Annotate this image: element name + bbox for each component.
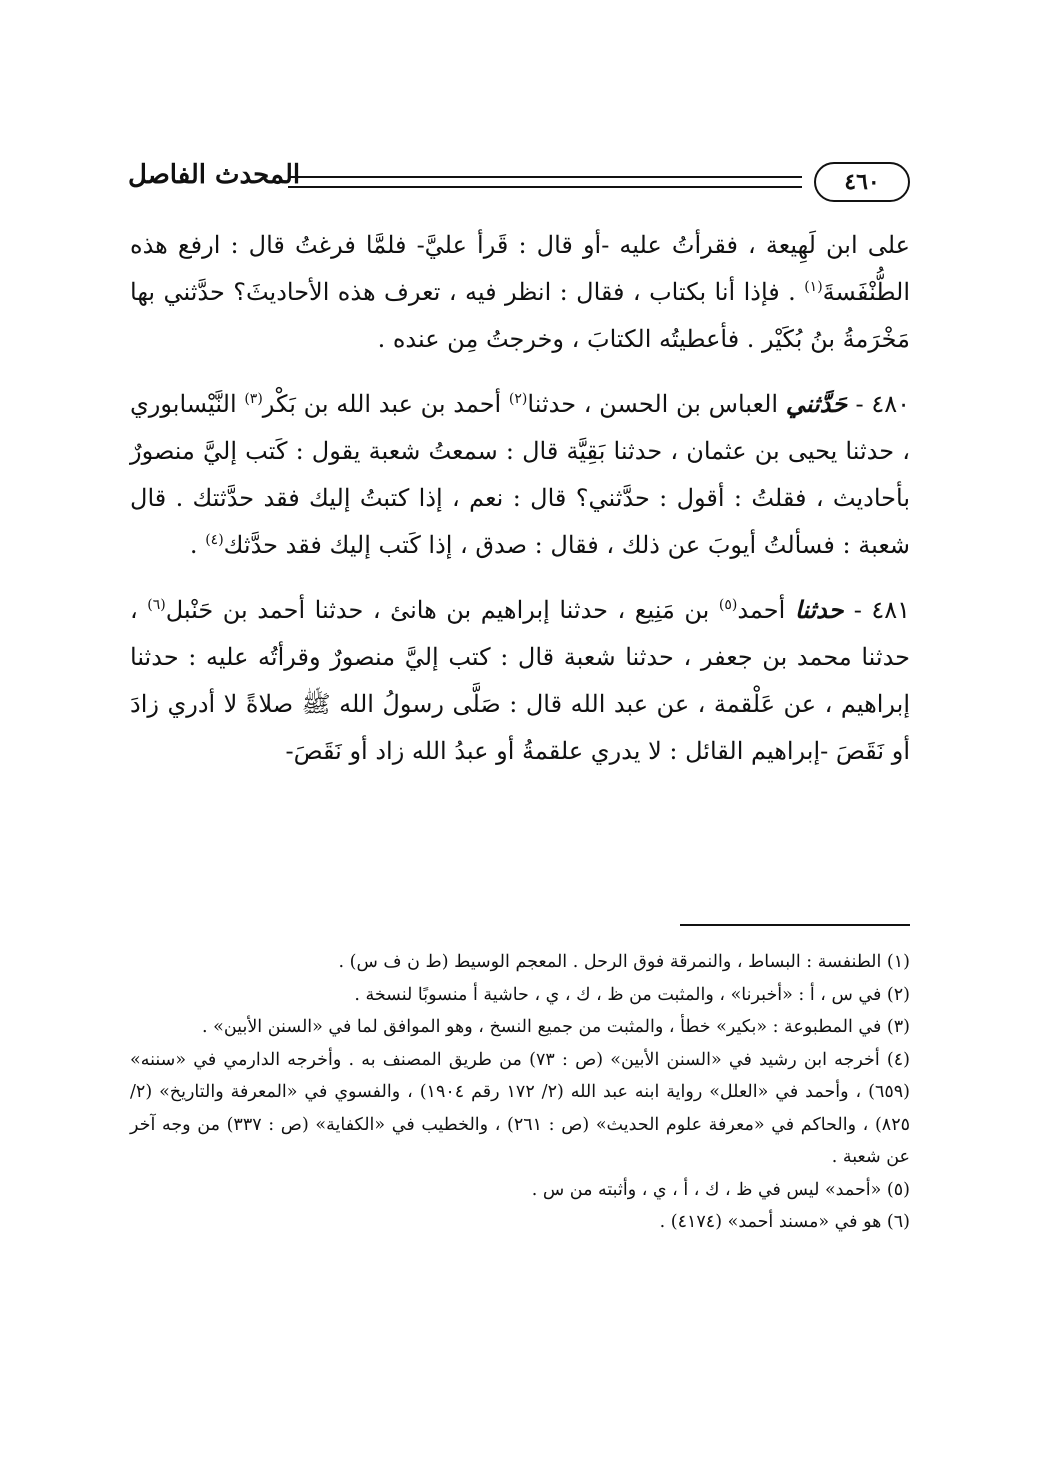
footnote-ref-5: (٥) — [718, 597, 738, 613]
text-run: أحمد بن عبد الله بن بَكْر — [262, 390, 509, 418]
header-double-rule — [288, 176, 802, 188]
text-run: ، حدثنا محمد بن جعفر ، حدثنا شعبة قال : كتب إليَّ منصورٌ وقرأتُه عليه : حدثنا إبراهيم ، عن عَلْقمة ، عن عبد الله قال : صَلَّى رسولُ الله ﷺ صلاةً لا أدري زادَ أو نَقَصَ -إبراهيم القائل : لا يدري علقمةُ أو عبدُ الله زاد أو نَقَصَ- — [130, 596, 911, 765]
footnote-2: (٢) في س ، أ : «أخبرنا» ، والمثبت من ظ ، ك ، ي ، حاشية أ منسوبًا لنسخة . — [354, 984, 910, 1005]
footnote-1: (١) الطنفسة : البساط ، والنمرقة فوق الرحل . المعجم الوسيط (ط ن ف س) . — [338, 952, 910, 972]
footnote-ref-3: (٣) — [244, 391, 263, 407]
footnote-5: (٥) «أحمد» ليس في ظ ، ك ، أ ، ي ، وأثبته من س . — [531, 1179, 910, 1200]
text-run: . — [189, 531, 206, 559]
footnote-ref-6: (٦) — [147, 597, 166, 613]
hadith-480 — [130, 380, 910, 569]
text-run: على ابن لَهِيعة ، فقرأتُ عليه -أو قال : قَرأ عليَّ- فلمَّا فرغتُ قال : ارفع هذه الطُّنْفَسةَ — [130, 231, 910, 306]
footnote-4: (٤) أخرجه ابن رشيد في «السنن الأبين» (ص : ٧٣) من طريق المصنف به . وأخرجه الدارمي في «سننه» (٦٥٩) ، وأحمد في «العلل» رواية ابنه عبد الله (٢/ ١٧٢ رقم ١٩٠٤) ، والفسوي في «المعرفة والتاريخ» (٢/ ٨٢٥) ، والحاكم في «معرفة علوم الحديث» (ص : ٢٦١) ، والخطيب في «الكفاية» (ص : ٣٣٧) من وجه آخر عن شعبة . — [130, 1049, 910, 1167]
text-run: العباس بن الحسن ، حدثنا — [527, 390, 786, 418]
text-run: أحمد — [737, 596, 795, 624]
text-run: . فإذا أنا بكتاب ، فقال : انظر فيه ، تعرف هذه الأحاديثَ؟ حدَّثني بها مَخْرَمةُ بنُ بُكَيْر . فأعطيتُه الكتابَ ، وخرجتُ مِن عنده . — [130, 278, 910, 353]
footnote-3: (٣) في المطبوعة : «بكير» خطأ ، والمثبت من جميع النسخ ، وهو الموافق لما في «السنن الأبين» . — [202, 1017, 910, 1037]
footnote-ref-1: (١) — [804, 279, 823, 295]
text-run: بن مَنِيع ، حدثنا إبراهيم بن هانئ ، حدثنا أحمد بن حَنْبل — [165, 596, 719, 624]
footnotes — [130, 946, 910, 1239]
page-header — [128, 158, 910, 208]
page-number: ٤٦٠ — [814, 162, 910, 202]
hadith-lead-word: حدثنا — [794, 595, 854, 624]
main-text — [130, 222, 910, 792]
footnote-ref-4: (٤) — [205, 532, 224, 548]
hadith-481 — [130, 586, 910, 775]
footnote-separator — [680, 924, 910, 926]
hadith-number: ٤٨١ - — [853, 596, 911, 624]
paragraph-continuation — [130, 222, 910, 363]
footnote-6: (٦) هو في «مسند أحمد» (٤١٧٤) . — [659, 1212, 910, 1232]
book-title: المحدث الفاصل — [128, 160, 301, 190]
footnote-ref-2: (٢) — [508, 391, 528, 407]
hadith-number: ٤٨٠ - — [855, 390, 910, 418]
text-run: النَّيْسابوري ، حدثنا يحيى بن عثمان ، حدثنا بَقِيَّة قال : سمعتُ شعبة يقول : كَتب إليَّ منصورٌ بأحاديث ، فقلتُ : أقول : حدَّثني؟ قال : نعم ، إذا كتبتُ إليك فقد حدَّثتك . قال شعبة : فسألتُ أيوبَ عن ذلك ، فقال : صدق ، إذا كَتب إليك فقد حدَّثك — [130, 390, 910, 559]
hadith-lead-word: حَدَّثني — [785, 389, 856, 418]
